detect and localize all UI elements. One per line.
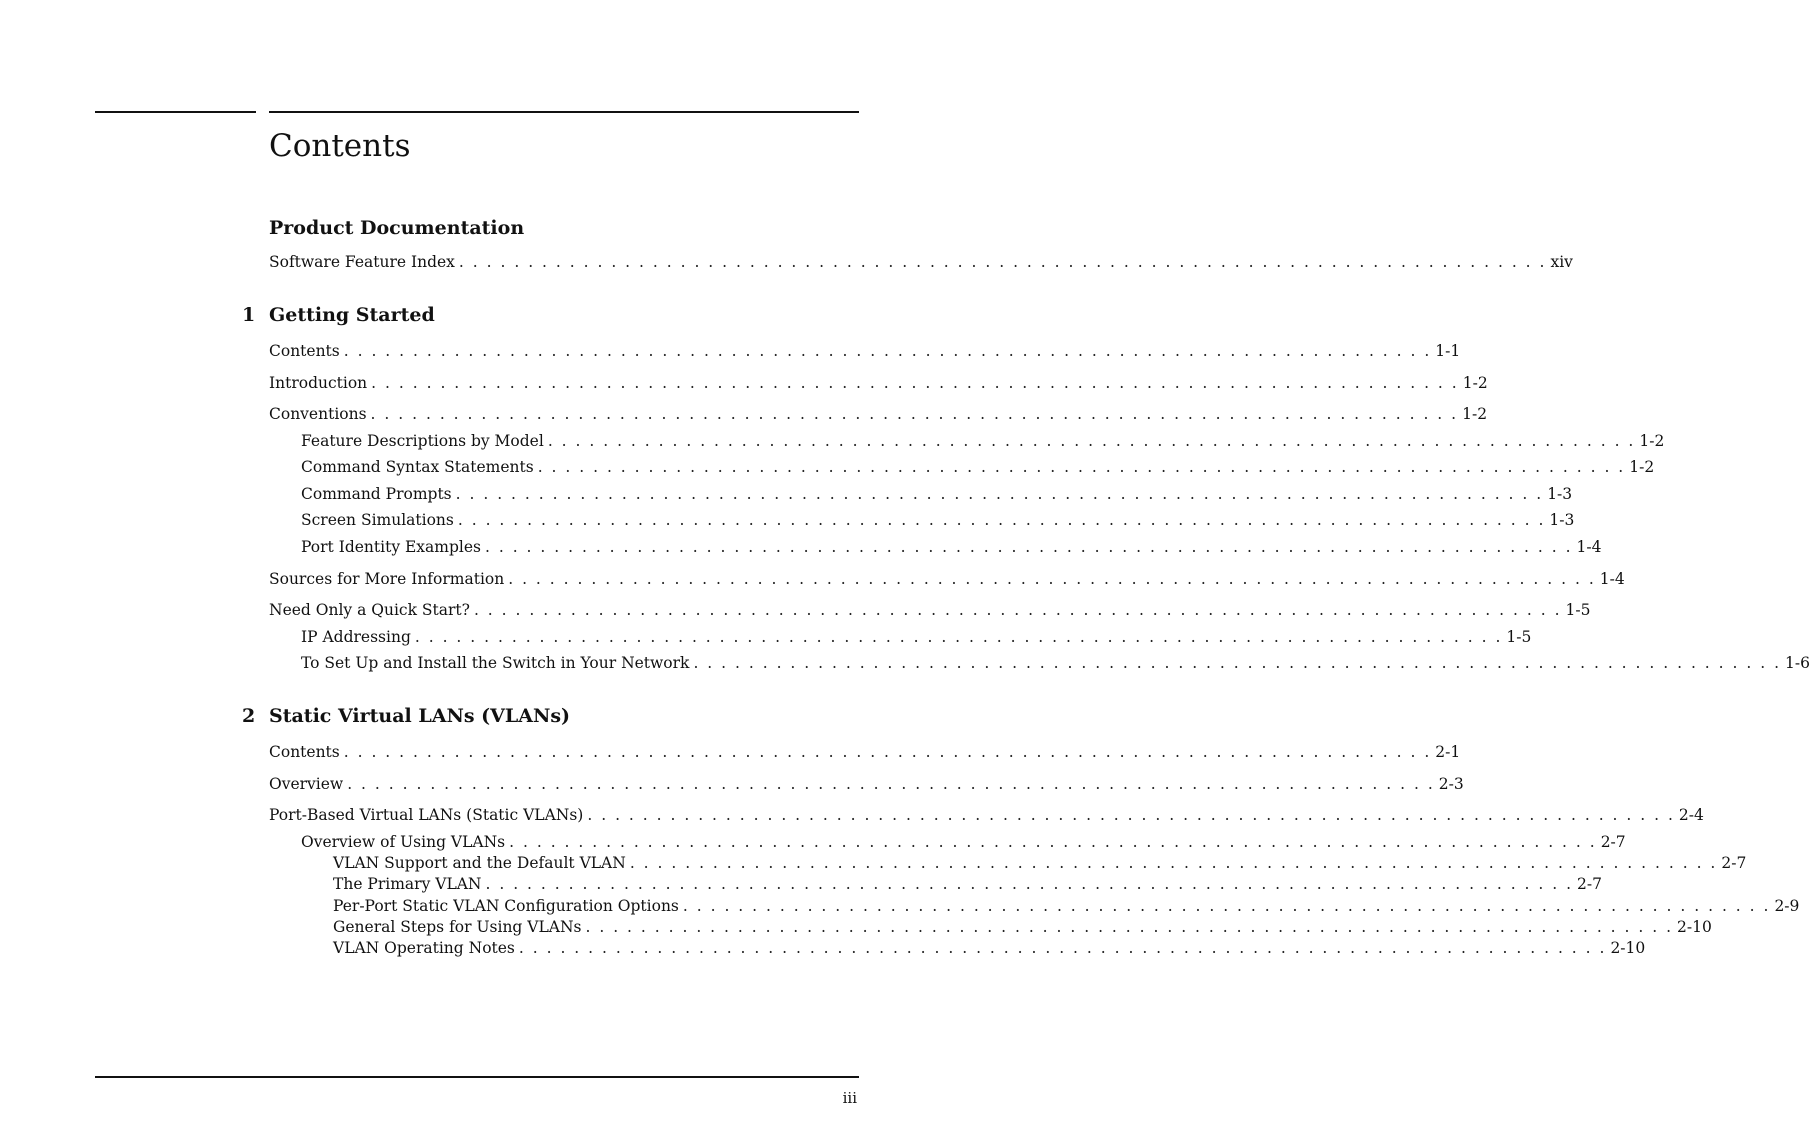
toc-entry-page: 1-1 (1435, 342, 1461, 360)
toc-entry[interactable] (269, 404, 1488, 424)
leader-dots: . . . . . . . . . . . . . . . . . . . . . . . . . . . . . . . . . . . . . . . . . . . . . . . . . . . . . . . . . . . . . . . . . . . . . . . . . . . . . . . (693, 654, 1781, 672)
header-rule-left (95, 111, 256, 113)
chapter-number: 1 (242, 304, 256, 326)
toc-entry-title: Introduction (269, 374, 368, 392)
leader-dots: . . . . . . . . . . . . . . . . . . . . . . . . . . . . . . . . . . . . . . . . . . . . . . . . . . . . . . . . . . . . . . . . . . . . . . . . . . . . . . . (585, 918, 1674, 936)
leader-dots: . . . . . . . . . . . . . . . . . . . . . . . . . . . . . . . . . . . . . . . . . . . . . . . . . . . . . . . . . . . . . . . . . . . . . . . . . . . . . . . (371, 374, 1459, 392)
section-heading-product-documentation: Product Documentation (269, 217, 525, 239)
toc-entry-title: Port-Based Virtual LANs (Static VLANs) (269, 806, 584, 824)
toc-entry-page: 2-10 (1677, 918, 1712, 936)
toc-entry[interactable] (301, 627, 1532, 647)
toc-entry-title: IP Addressing (301, 628, 411, 646)
toc-entry-page: 1-4 (1599, 570, 1625, 588)
toc-entry-title: General Steps for Using VLANs (333, 918, 582, 936)
toc-entry-page: 1-4 (1576, 538, 1602, 556)
toc-entry-page: 1-2 (1462, 374, 1488, 392)
toc-entry-page: 1-6 (1785, 654, 1810, 672)
toc-entry[interactable] (301, 832, 1626, 852)
toc-entry[interactable] (333, 853, 1747, 873)
toc-entry-title: Command Syntax Statements (301, 458, 534, 476)
toc-entry-title: Sources for More Information (269, 570, 505, 588)
toc-entry-page: 2-7 (1577, 875, 1603, 893)
toc-entry-page: 1-2 (1639, 432, 1665, 450)
toc-entry-title: Command Prompts (301, 485, 452, 503)
leader-dots: . . . . . . . . . . . . . . . . . . . . . . . . . . . . . . . . . . . . . . . . . . . . . . . . . . . . . . . . . . . . . . . . . . . . . . . . . . . . . . . (485, 538, 1573, 556)
toc-entry[interactable] (301, 653, 1810, 673)
toc-entry-title: Conventions (269, 405, 367, 423)
toc-entry-title: The Primary VLAN (333, 875, 482, 893)
toc-entry-title: VLAN Operating Notes (333, 939, 515, 957)
toc-entry[interactable] (269, 600, 1591, 620)
leader-dots: . . . . . . . . . . . . . . . . . . . . . . . . . . . . . . . . . . . . . . . . . . . . . . . . . . . . . . . . . . . . . . . . . . . . . . . . . . . . . . . (547, 432, 1636, 450)
toc-entry[interactable] (269, 742, 1461, 762)
toc-entry[interactable] (269, 341, 1461, 361)
toc-entry-page: 2-7 (1600, 833, 1626, 851)
toc-entry[interactable] (333, 917, 1712, 937)
toc-entry[interactable] (333, 938, 1646, 958)
toc-entry[interactable] (301, 510, 1575, 530)
toc-entry-page: 1-5 (1565, 601, 1591, 619)
leader-dots: . . . . . . . . . . . . . . . . . . . . . . . . . . . . . . . . . . . . . . . . . . . . . . . . . . . . . . . . . . . . . . . . . . . . . . . . . . . . . . . (508, 570, 1596, 588)
toc-entry-page: 1-5 (1506, 628, 1532, 646)
leader-dots: . . . . . . . . . . . . . . . . . . . . . . . . . . . . . . . . . . . . . . . . . . . . . . . . . . . . . . . . . . . . . . . . . . . . . . . . . . . . . . . (455, 485, 1544, 503)
leader-dots: . . . . . . . . . . . . . . . . . . . . . . . . . . . . . . . . . . . . . . . . . . . . . . . . . . . . . . . . . . . . . . . . . . . . . . . . . . . . . . . (682, 897, 1771, 915)
toc-entry-page: 2-10 (1610, 939, 1646, 957)
page-number: iii (842, 1089, 857, 1107)
toc-entry-title: Software Feature Index (269, 253, 455, 271)
toc-entry-title: Per-Port Static VLAN Configuration Options (333, 897, 679, 915)
header-rule-right (269, 111, 859, 113)
toc-entry-title: Port Identity Examples (301, 538, 481, 556)
leader-dots: . . . . . . . . . . . . . . . . . . . . . . . . . . . . . . . . . . . . . . . . . . . . . . . . . . . . . . . . . . . . . . . . . . . . . . . . . . . . . . . (414, 628, 1503, 646)
toc-entry-software-feature-index[interactable] (269, 252, 1573, 272)
page-title: Contents (269, 128, 411, 164)
footer-rule (95, 1076, 859, 1078)
toc-entry-page: 1-3 (1547, 485, 1573, 503)
toc-entry[interactable] (301, 457, 1655, 477)
leader-dots: . . . . . . . . . . . . . . . . . . . . . . . . . . . . . . . . . . . . . . . . . . . . . . . . . . . . . . . . . . . . . . . . . . . . . . . . . . . . . . . (343, 342, 1432, 360)
leader-dots: . . . . . . . . . . . . . . . . . . . . . . . . . . . . . . . . . . . . . . . . . . . . . . . . . . . . . . . . . . . . . . . . . . . . . . . . . . . . . . . (347, 775, 1435, 793)
leader-dots: . . . . . . . . . . . . . . . . . . . . . . . . . . . . . . . . . . . . . . . . . . . . . . . . . . . . . . . . . . . . . . . . . . . . . . . . . . . . . . . (629, 854, 1718, 872)
toc-entry-title: To Set Up and Install the Switch in Your Network (301, 654, 690, 672)
toc-entry-page: 1-3 (1549, 511, 1575, 529)
toc-entry-page: 2-7 (1721, 854, 1747, 872)
toc-entry-page: 2-1 (1435, 743, 1461, 761)
toc-entry[interactable] (269, 774, 1464, 794)
leader-dots: . . . . . . . . . . . . . . . . . . . . . . . . . . . . . . . . . . . . . . . . . . . . . . . . . . . . . . . . . . . . . . . . . . . . . . . . . . . . . . . (485, 875, 1574, 893)
leader-dots: . . . . . . . . . . . . . . . . . . . . . . . . . . . . . . . . . . . . . . . . . . . . . . . . . . . . . . . . . . . . . . . . . . . . . . . . . . . . . . . (537, 458, 1626, 476)
toc-entry[interactable] (301, 537, 1602, 557)
toc-entry[interactable] (333, 896, 1800, 916)
toc-entry[interactable] (269, 569, 1625, 589)
toc-entry-page: 2-9 (1774, 897, 1800, 915)
toc-entry[interactable] (333, 874, 1603, 894)
toc-entry-title: Feature Descriptions by Model (301, 432, 544, 450)
toc-entry-title: Contents (269, 743, 340, 761)
toc-entry-page: 1-2 (1629, 458, 1655, 476)
toc-entry-title: Contents (269, 342, 340, 360)
toc-entry[interactable] (269, 373, 1488, 393)
leader-dots: . . . . . . . . . . . . . . . . . . . . . . . . . . . . . . . . . . . . . . . . . . . . . . . . . . . . . . . . . . . . . . . . . . . . . . . . . . . . . . . (509, 833, 1597, 851)
toc-entry-page: 2-4 (1678, 806, 1704, 824)
toc-entry[interactable] (301, 431, 1665, 451)
leader-dots: . . . . . . . . . . . . . . . . . . . . . . . . . . . . . . . . . . . . . . . . . . . . . . . . . . . . . . . . . . . . . . . . . . . . . . . . . . . . . . . (370, 405, 1459, 423)
toc-entry-page: xiv (1550, 253, 1573, 271)
leader-dots: . . . . . . . . . . . . . . . . . . . . . . . . . . . . . . . . . . . . . . . . . . . . . . . . . . . . . . . . . . . . . . . . . . . . . . . . . . . . . . . (473, 601, 1562, 619)
leader-dots: . . . . . . . . . . . . . . . . . . . . . . . . . . . . . . . . . . . . . . . . . . . . . . . . . . . . . . . . . . . . . . . . . . . . . . . . . . . . . . . (343, 743, 1432, 761)
toc-entry-title: Overview of Using VLANs (301, 833, 506, 851)
toc-entry[interactable] (301, 484, 1573, 504)
toc-entry-page: 1-2 (1462, 405, 1488, 423)
toc-entry[interactable] (269, 805, 1704, 825)
toc-entry-title: Screen Simulations (301, 511, 454, 529)
toc-entry-title: VLAN Support and the Default VLAN (333, 854, 626, 872)
toc-entry-page: 2-3 (1438, 775, 1464, 793)
toc-entry-title: Overview (269, 775, 344, 793)
chapter-heading-getting-started: Getting Started (269, 304, 435, 326)
chapter-heading-static-vlans: Static Virtual LANs (VLANs) (269, 705, 571, 727)
leader-dots: . . . . . . . . . . . . . . . . . . . . . . . . . . . . . . . . . . . . . . . . . . . . . . . . . . . . . . . . . . . . . . . . . . . . . . . . . . . . . . . (587, 806, 1675, 824)
leader-dots: . . . . . . . . . . . . . . . . . . . . . . . . . . . . . . . . . . . . . . . . . . . . . . . . . . . . . . . . . . . . . . . . . . . . . . . . . . . . . . . (457, 511, 1546, 529)
toc-entry-title: Need Only a Quick Start? (269, 601, 470, 619)
leader-dots: . . . . . . . . . . . . . . . . . . . . . . . . . . . . . . . . . . . . . . . . . . . . . . . . . . . . . . . . . . . . . . . . . . . . . . . . . . . . . . . (518, 939, 1607, 957)
chapter-number: 2 (242, 705, 256, 727)
leader-dots: . . . . . . . . . . . . . . . . . . . . . . . . . . . . . . . . . . . . . . . . . . . . . . . . . . . . . . . . . . . . . . . . . . . . . . . . . . . . . . . (458, 253, 1547, 271)
